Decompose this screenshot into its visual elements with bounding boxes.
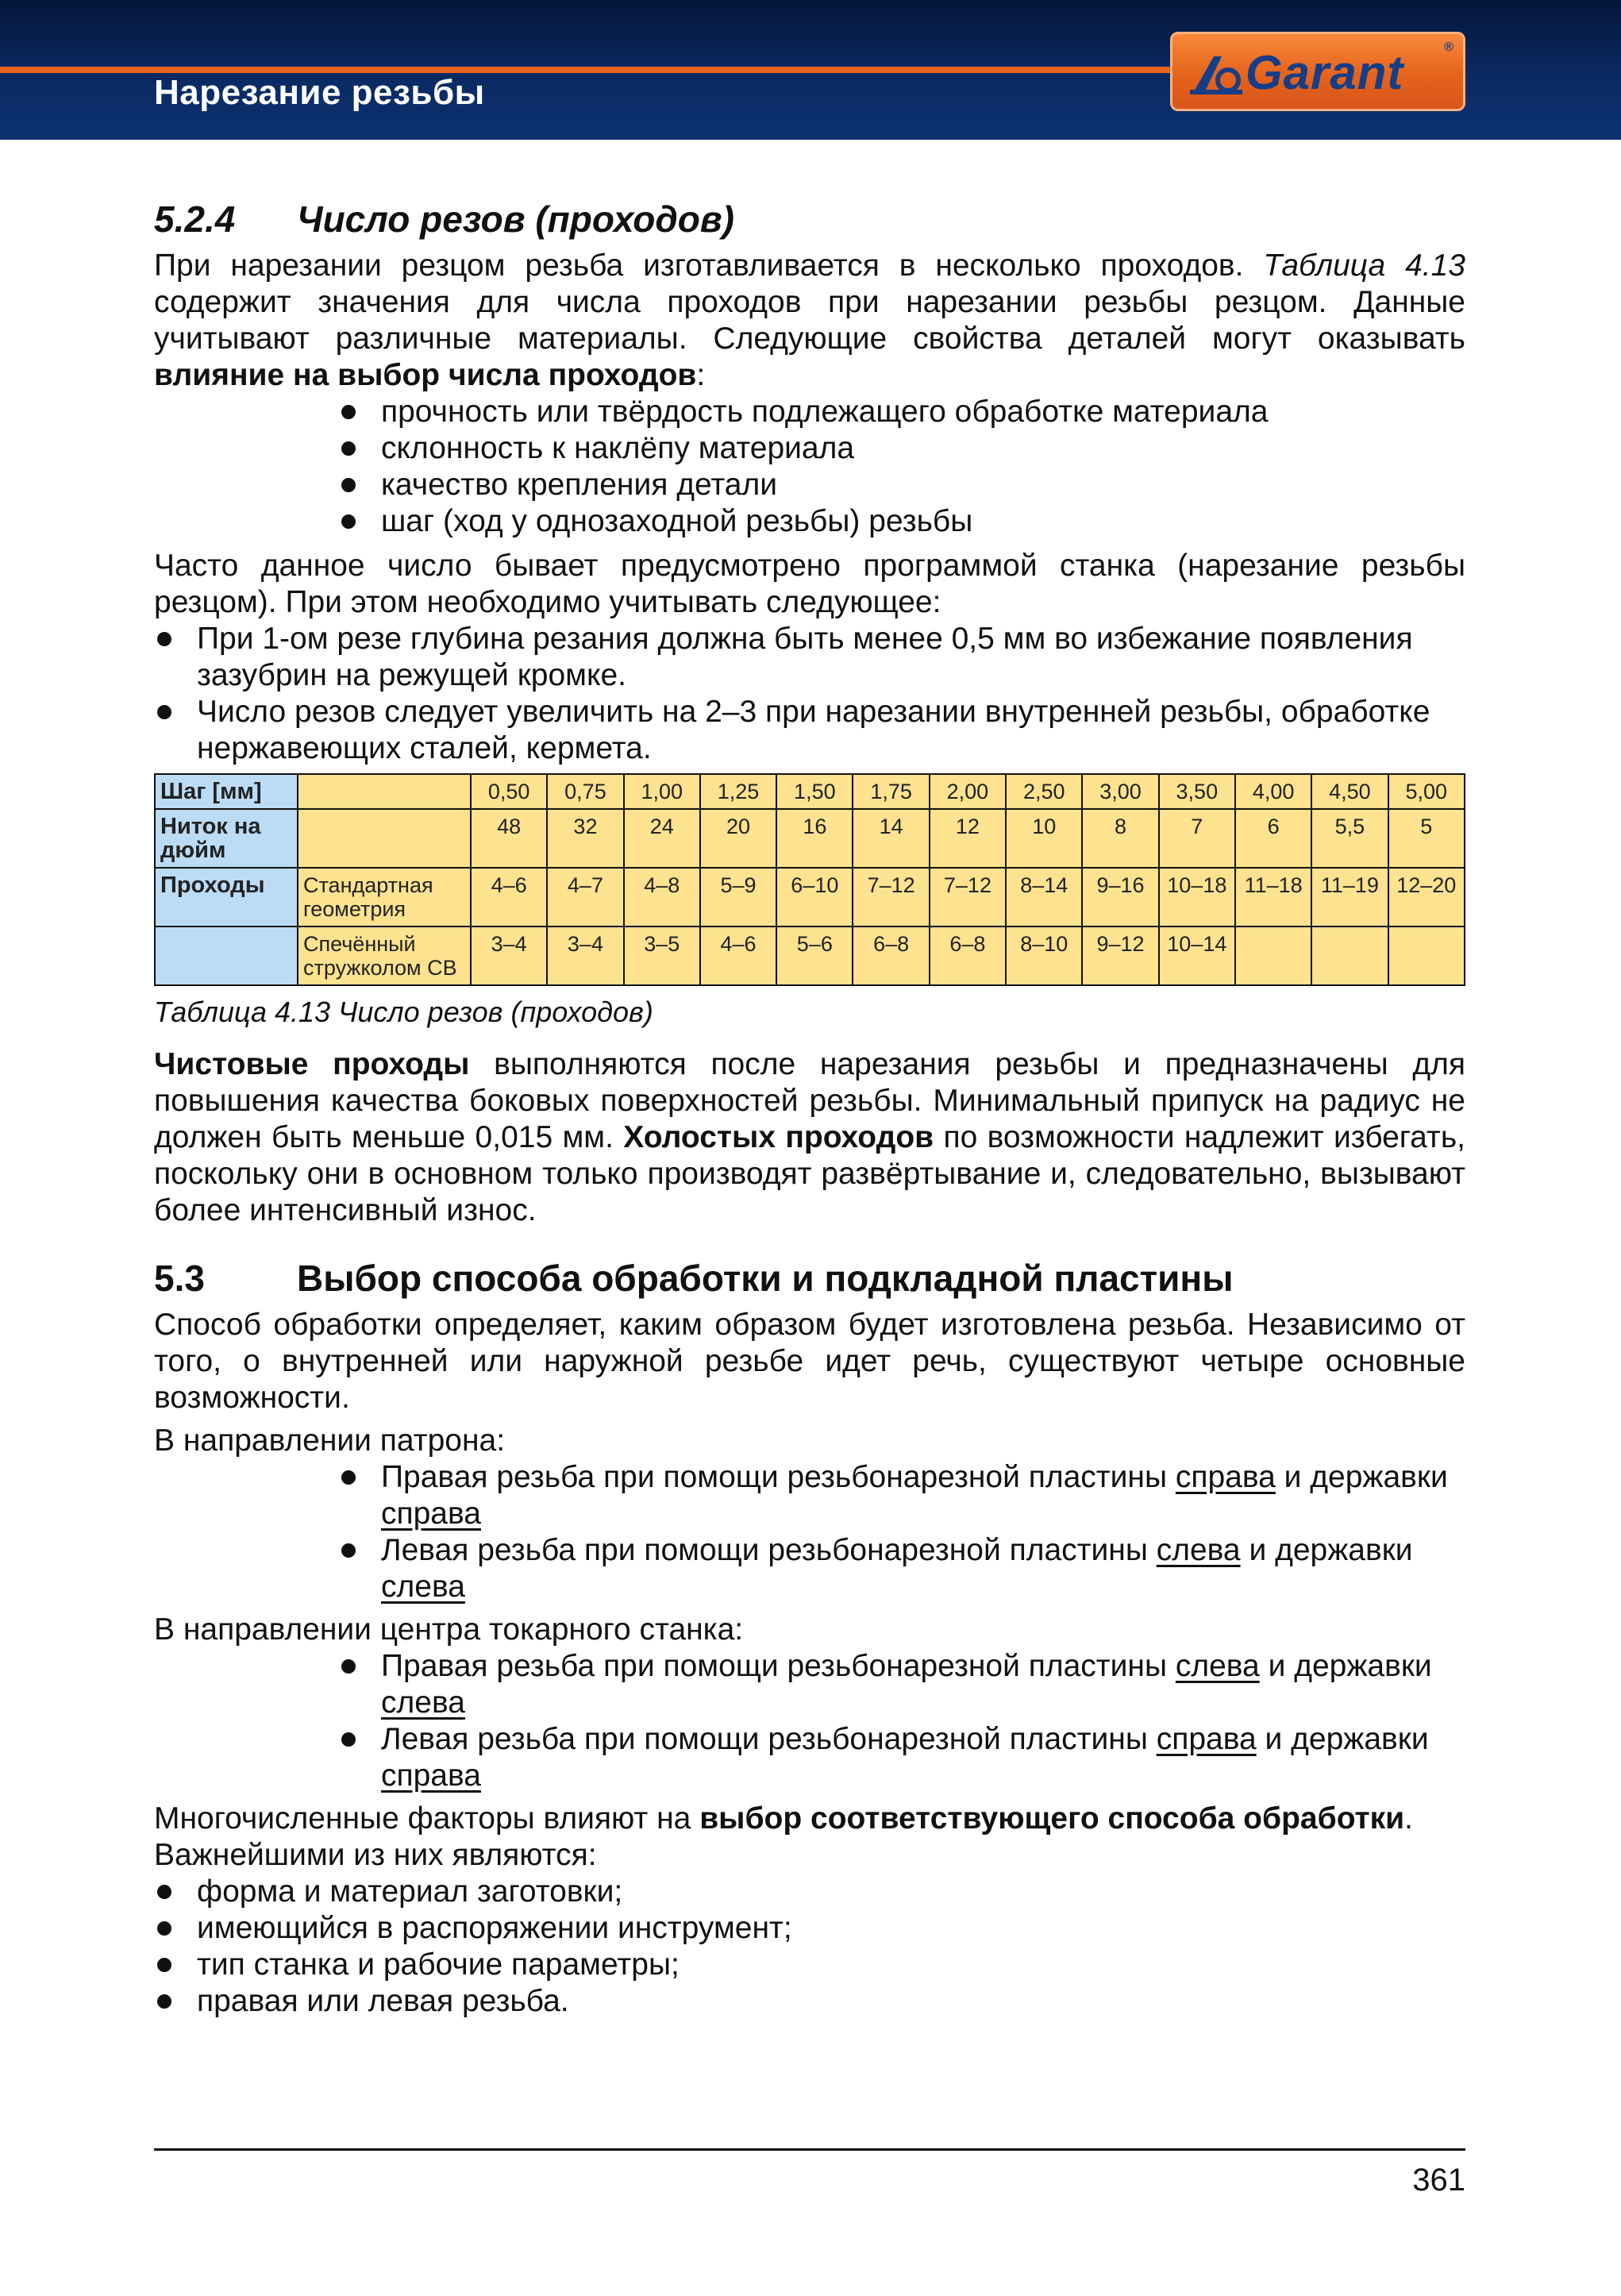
table-cell: 1,25 [700, 774, 776, 809]
table-cell: 16 [776, 809, 853, 868]
table-cell: 8–14 [1006, 868, 1082, 926]
finish-text-2: по возможности надлежит избегать, поскольку они в основном только производят развёртывание и, следовательно, вызывают более интенсивный износ. [154, 1120, 1465, 1227]
logo-wordmark: Garant [1246, 46, 1404, 99]
intro-paragraph [154, 248, 1465, 394]
list-item: Число резов следует увеличить на 2–3 при нарезании внутренней резьбы, обработке нержавеющих сталей, кермета. [154, 694, 1465, 767]
table-cell: 10–14 [1159, 926, 1235, 985]
passes-label: Проходы [155, 868, 298, 926]
table-cell: 4–6 [700, 926, 776, 985]
table-cell: 14 [853, 809, 929, 868]
header-accent-line [0, 67, 1175, 73]
table-cell: 24 [624, 809, 700, 868]
sintered-cb-label: Спечённый стружколом CB [298, 926, 471, 985]
table-caption: Таблица 4.13 Число резов (проходов) [154, 996, 653, 1028]
table-cell: 5 [1388, 809, 1465, 868]
table-cell: 6–10 [776, 868, 853, 926]
table-cell: 4,50 [1311, 774, 1388, 809]
section-5-2-4-heading [154, 191, 1465, 248]
table-cell: 0,75 [547, 774, 623, 809]
table-cell: 4–7 [547, 868, 623, 926]
table-cell: 5,00 [1388, 774, 1465, 809]
passes-table [154, 773, 1465, 986]
table-cell: 1,50 [776, 774, 853, 809]
table-cell: 11–19 [1311, 868, 1388, 926]
table-cell: 0,50 [471, 774, 547, 809]
table-cell: 5–6 [776, 926, 853, 985]
table-cell: 3–5 [624, 926, 700, 985]
table-cell: 7–12 [930, 868, 1006, 926]
table-cell: 1,00 [624, 774, 700, 809]
finish-bold-1: Чистовые проходы [154, 1047, 470, 1081]
list-item: качество крепления детали [338, 467, 1465, 503]
main-factors-list [154, 1874, 1465, 2020]
registered-mark: ® [1444, 40, 1454, 54]
table-cell: 7–12 [853, 868, 929, 926]
program-paragraph: Часто данное число бывает предусмотрено программой станка (нарезание резьбы резцом). При этом необходимо учитывать следующее: [154, 549, 1465, 619]
section-number: 5.2.4 [154, 198, 236, 240]
factors-paragraph: Многочисленные факторы влияют на выбор соответствующего способа обработки. [154, 1801, 1413, 1836]
table-cell: 48 [471, 809, 547, 868]
section-title: Число резов (проходов) [297, 198, 734, 240]
list-item: тип станка и рабочие параметры; [154, 1947, 1465, 1983]
list-item: Правая резьба при помощи резьбонарезной пластины слева и державки слева [338, 1648, 1465, 1721]
garant-logo-icon [1190, 52, 1244, 96]
table-cell: 3–4 [471, 926, 547, 985]
intro-text-b: содержит значения для числа проходов при нарезании резьбы резцом. Данные учитывают различные материалы. Следующие свойства деталей могут оказывать [154, 285, 1465, 356]
section-number: 5.3 [154, 1258, 205, 1299]
table-cell: 6–8 [853, 926, 929, 985]
method-intro-paragraph: Способ обработки определяет, каким образом будет изготовлена резьба. Независимо от того, о внутренней или наружной резьбе идет речь, существуют четыре основные возможности. [154, 1308, 1465, 1415]
list-item: прочность или твёрдость подлежащего обработке материала [338, 394, 1465, 430]
table-cell: 2,00 [930, 774, 1006, 809]
table-cell: 3,50 [1159, 774, 1235, 809]
table-cell: 4,00 [1235, 774, 1311, 809]
list-item: имеющийся в распоряжении инструмент; [154, 1910, 1465, 1947]
table-cell [1311, 926, 1388, 985]
center-direction-label: В направлении центра токарного станка: [154, 1612, 744, 1647]
center-direction-list [338, 1648, 1465, 1794]
page-number: 361 [1412, 2163, 1465, 2198]
table-reference: Таблица 4.13 [1263, 248, 1465, 283]
list-item: шаг (ход у однозаходной резьбы) резьбы [338, 503, 1465, 540]
list-item: склонность к наклёпу материала [338, 430, 1465, 467]
table-cell: 6 [1235, 809, 1311, 868]
garant-logo [1170, 32, 1465, 111]
table-cell: 6–8 [930, 926, 1006, 985]
standard-geometry-label: Стандартная геометрия [298, 868, 471, 926]
table-cell: 10–18 [1159, 868, 1235, 926]
list-item: Левая резьба при помощи резьбонарезной пластины справа и державки справа [338, 1721, 1465, 1794]
finish-text-1: выполняются после нарезания резьбы и предназначены для повышения качества боковых поверхностей резьбы. Минимальный припуск на радиус не должен быть меньше 0,015 мм. [154, 1047, 1465, 1154]
table-cell: 1,75 [853, 774, 929, 809]
table-cell: 5–9 [700, 868, 776, 926]
list-item: Левая резьба при помощи резьбонарезной пластины слева и державки слева [338, 1532, 1465, 1605]
table-cell [298, 809, 471, 868]
table-cell: 4–8 [624, 868, 700, 926]
table-cell: 12–20 [1388, 868, 1465, 926]
main-factors-label: Важнейшими из них являются: [154, 1838, 597, 1872]
table-cell: 3,00 [1082, 774, 1158, 809]
intro-end: : [696, 358, 706, 392]
factors-list [338, 394, 1465, 540]
table-cell [1388, 926, 1465, 985]
table-row [155, 868, 1465, 926]
chuck-direction-list [338, 1459, 1465, 1605]
chuck-direction-label: В направлении патрона: [154, 1423, 506, 1458]
footer-rule [154, 2148, 1465, 2151]
table-cell: 7 [1159, 809, 1235, 868]
pitch-label: Шаг [мм] [155, 774, 298, 809]
table-row [155, 926, 1465, 985]
table-cell: 8–10 [1006, 926, 1082, 985]
tpi-label: Ниток на дюйм [155, 809, 298, 868]
table-cell [298, 774, 471, 809]
list-item: форма и материал заготовки; [154, 1874, 1465, 1910]
table-cell: 11–18 [1235, 868, 1311, 926]
finish-bold-2: Холостых проходов [623, 1120, 934, 1154]
page-content [154, 191, 1465, 2020]
table-cell: 4–6 [471, 868, 547, 926]
table-cell: 9–12 [1082, 926, 1158, 985]
notes-list [154, 621, 1465, 767]
list-item: Правая резьба при помощи резьбонарезной пластины справа и державки справа [338, 1459, 1465, 1532]
table-cell [155, 926, 298, 985]
table-row [155, 809, 1465, 868]
page-header [0, 0, 1621, 140]
table-cell: 3–4 [547, 926, 623, 985]
table-cell [1235, 926, 1311, 985]
running-title: Нарезание резьбы [154, 73, 485, 112]
finishing-paragraph [154, 1046, 1465, 1229]
intro-bold: влияние на выбор числа проходов [154, 358, 697, 392]
table-row [155, 774, 1465, 809]
table-cell: 9–16 [1082, 868, 1158, 926]
intro-text-a: При нарезании резцом резьба изготавливается в несколько проходов. [154, 248, 1264, 283]
table-cell: 20 [700, 809, 776, 868]
section-5-3-heading [154, 1250, 1465, 1307]
table-cell: 5,5 [1311, 809, 1388, 868]
section-title: Выбор способа обработки и подкладной пластины [297, 1258, 1234, 1299]
table-cell: 32 [547, 809, 623, 868]
list-item: правая или левая резьба. [154, 1983, 1465, 2020]
list-item: При 1-ом резе глубина резания должна быть менее 0,5 мм во избежание появления зазубрин на режущей кромке. [154, 621, 1465, 694]
table-cell: 10 [1006, 809, 1082, 868]
table-cell: 8 [1082, 809, 1158, 868]
table-cell: 12 [930, 809, 1006, 868]
table-cell: 2,50 [1006, 774, 1082, 809]
